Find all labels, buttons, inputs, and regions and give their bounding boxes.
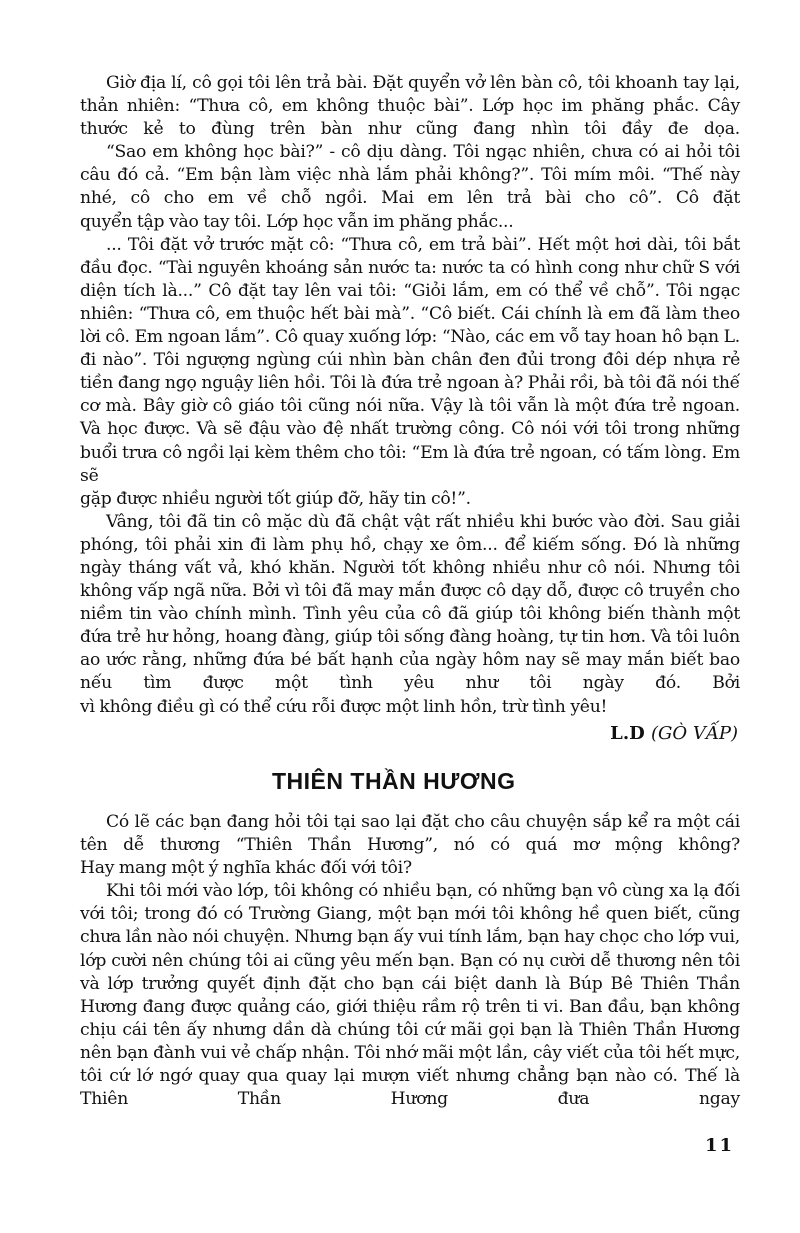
paragraph: vì không điều gì có thể cứu rỗi được một linh hồn, trừ tình yêu! bbox=[80, 696, 608, 717]
story-title: THIÊN THẦN HƯƠNG bbox=[272, 768, 516, 794]
story2-body bbox=[80, 811, 740, 1111]
paragraph: Hay mang một ý nghĩa khác đối với tôi? bbox=[80, 858, 412, 879]
author-signature bbox=[610, 723, 738, 744]
paragraph: Khi tôi mới vào lớp, tôi không có nhiều bạn, có những bạn vô cùng xa lạ đối với tôi; trong đó có Trường Giang, một bạn mới tôi không hề quen biết, cũng chưa lần nào nói chuyện. Nhưng bạn ấy vui tính lắm, bạn hay chọc cho lớp vui, lớp cười nên chúng tôi ai cũng yêu mến bạn. Bạn có nụ cười dễ thương nên tôi và lớp trưởng quyết định đặt cho bạn cái biệt danh là Búp Bê Thiên Thần Hương đang được quảng cáo, giới thiệu rầm rộ trên ti vi. Ban đầu, bạn không chịu cái tên ấy nhưng dần dà chúng tôi cứ mãi gọi bạn là Thiên Thần Hương nên bạn đành vui vẻ chấp nhận. Tôi nhớ mãi một lần, cây viết của tôi hết mực, tôi cứ lớ ngớ quay qua quay lại mượn viết nhưng chẳng bạn nào có. Thế là Thiên Thần Hương đưa ngay bbox=[80, 881, 741, 1110]
story1-body bbox=[80, 72, 740, 719]
paragraph: Giờ địa lí, cô gọi tôi lên trả bài. Đặt quyển vở lên bàn cô, tôi khoanh tay lại, thản nhiên: “Thưa cô, em không thuộc bài”. Lớp học im phăng phắc. Cây thước kẻ to đùng trên bàn như cũng đang nhìn tôi đầy đe dọa. bbox=[80, 73, 740, 140]
paragraph: gặp được nhiều người tốt giúp đỡ, hãy tin cô!”. bbox=[80, 488, 471, 509]
page-number: 11 bbox=[704, 1135, 734, 1156]
paragraph: Có lẽ các bạn đang hỏi tôi tại sao lại đặt cho câu chuyện sắp kể ra một cái tên dễ thương “Thiên Thần Hương”, nó có quá mơ mộng không? bbox=[80, 812, 741, 856]
signature-name: L.D bbox=[610, 723, 645, 744]
paragraph: ... Tôi đặt vở trước mặt cô: “Thưa cô, em trả bài”. Hết một hơi dài, tôi bắt đầu đọc. “Tài nguyên khoáng sản nước ta: nước ta có hình cong như chữ S với diện tích là...” Cô đặt tay lên vai tôi: “Giỏi lắm, em có thể về chỗ”. Tôi ngạc nhiên: “Thưa cô, em thuộc hết bài mà”. “Cô biết. Cái chính là em đã làm theo lời cô. Em ngoan lắm”. Cô quay xuống lớp: “Nào, các em vỗ tay hoan hô bạn L. đi nào”. Tôi ngượng ngùng cúi nhìn bàn chân đen đủi trong đôi dép nhựa rẻ tiền đang ngọ nguậy liên hồi. Tôi là đứa trẻ ngoan à? Phải rồi, bà tôi đã nói thế cơ mà. Bây giờ cô giáo tôi cũng nói nữa. Vậy là tôi vẫn là một đứa trẻ ngoan. Và học được. Và sẽ đậu vào đệ nhất trường công. Cô nói với tôi trong những buổi trưa cô ngồi lại kèm thêm cho tôi: “Em là đứa trẻ ngoan, có tấm lòng. Em sẽ bbox=[80, 234, 741, 486]
paragraph: quyển tập vào tay tôi. Lớp học vẫn im phăng phắc... bbox=[80, 211, 514, 232]
paragraph: Vâng, tôi đã tin cô mặc dù đã chật vật rất nhiều khi bước vào đời. Sau giải phóng, tôi phải xin đi làm phụ hồ, chạy xe ôm... để kiếm sống. Đó là những ngày tháng vất vả, khó khăn. Người tốt không nhiều như cô nói. Nhưng tôi không vấp ngã nữa. Bởi vì tôi đã may mắn được cô dạy dỗ, được cô truyền cho niềm tin vào chính mình. Tình yêu của cô đã giúp tôi không biến thành một đứa trẻ hư hỏng, hoang đàng, giúp tôi sống đàng hoàng, tự tin hơn. Và tôi luôn ao ước rằng, những đứa bé bất hạnh của ngày hôm nay sẽ may mắn biết bao nếu tìm được một tình yêu như tôi ngày đó. Bởi bbox=[80, 511, 740, 694]
signature-place: (GÒ VẤP) bbox=[650, 723, 738, 744]
paragraph: “Sao em không học bài?” - cô dịu dàng. Tôi ngạc nhiên, chưa có ai hỏi tôi câu đó cả. “Em bận làm việc nhà lắm phải không?”. Tôi mím môi. “Thế này nhé, cô cho em về chỗ ngồi. Mai em lên trả bài cho cô”. Cô đặt bbox=[80, 142, 740, 209]
